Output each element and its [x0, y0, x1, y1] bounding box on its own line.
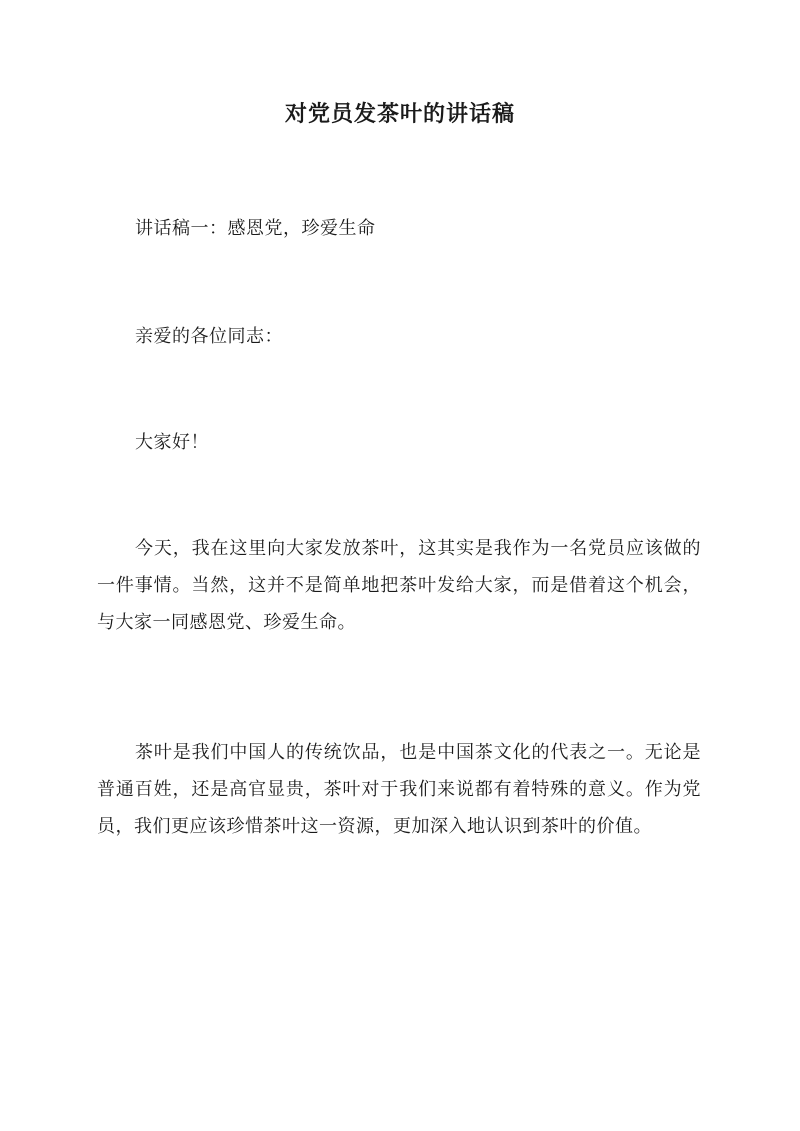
body-paragraph-1: 今天，我在这里向大家发放茶叶，这其实是我作为一名党员应该做的一件事情。当然，这并不是简单地把茶叶发给大家，而是借着这个机会，与大家一同感恩党、珍爱生命。 — [97, 538, 701, 633]
document-title: 对党员发茶叶的讲话稿 — [284, 101, 515, 127]
body-paragraph-2: 茶叶是我们中国人的传统饮品，也是中国茶文化的代表之一。无论是普通百姓，还是高官显贵，茶叶对于我们来说都有着特殊的意义。作为党员，我们更应该珍惜茶叶这一资源，更加深入地认识到茶叶的价值。 — [97, 742, 701, 837]
salutation: 亲爱的各位同志： — [135, 326, 283, 347]
greeting: 大家好！ — [135, 432, 209, 453]
speech-subtitle: 讲话稿一：感恩党，珍爱生命 — [135, 218, 376, 239]
